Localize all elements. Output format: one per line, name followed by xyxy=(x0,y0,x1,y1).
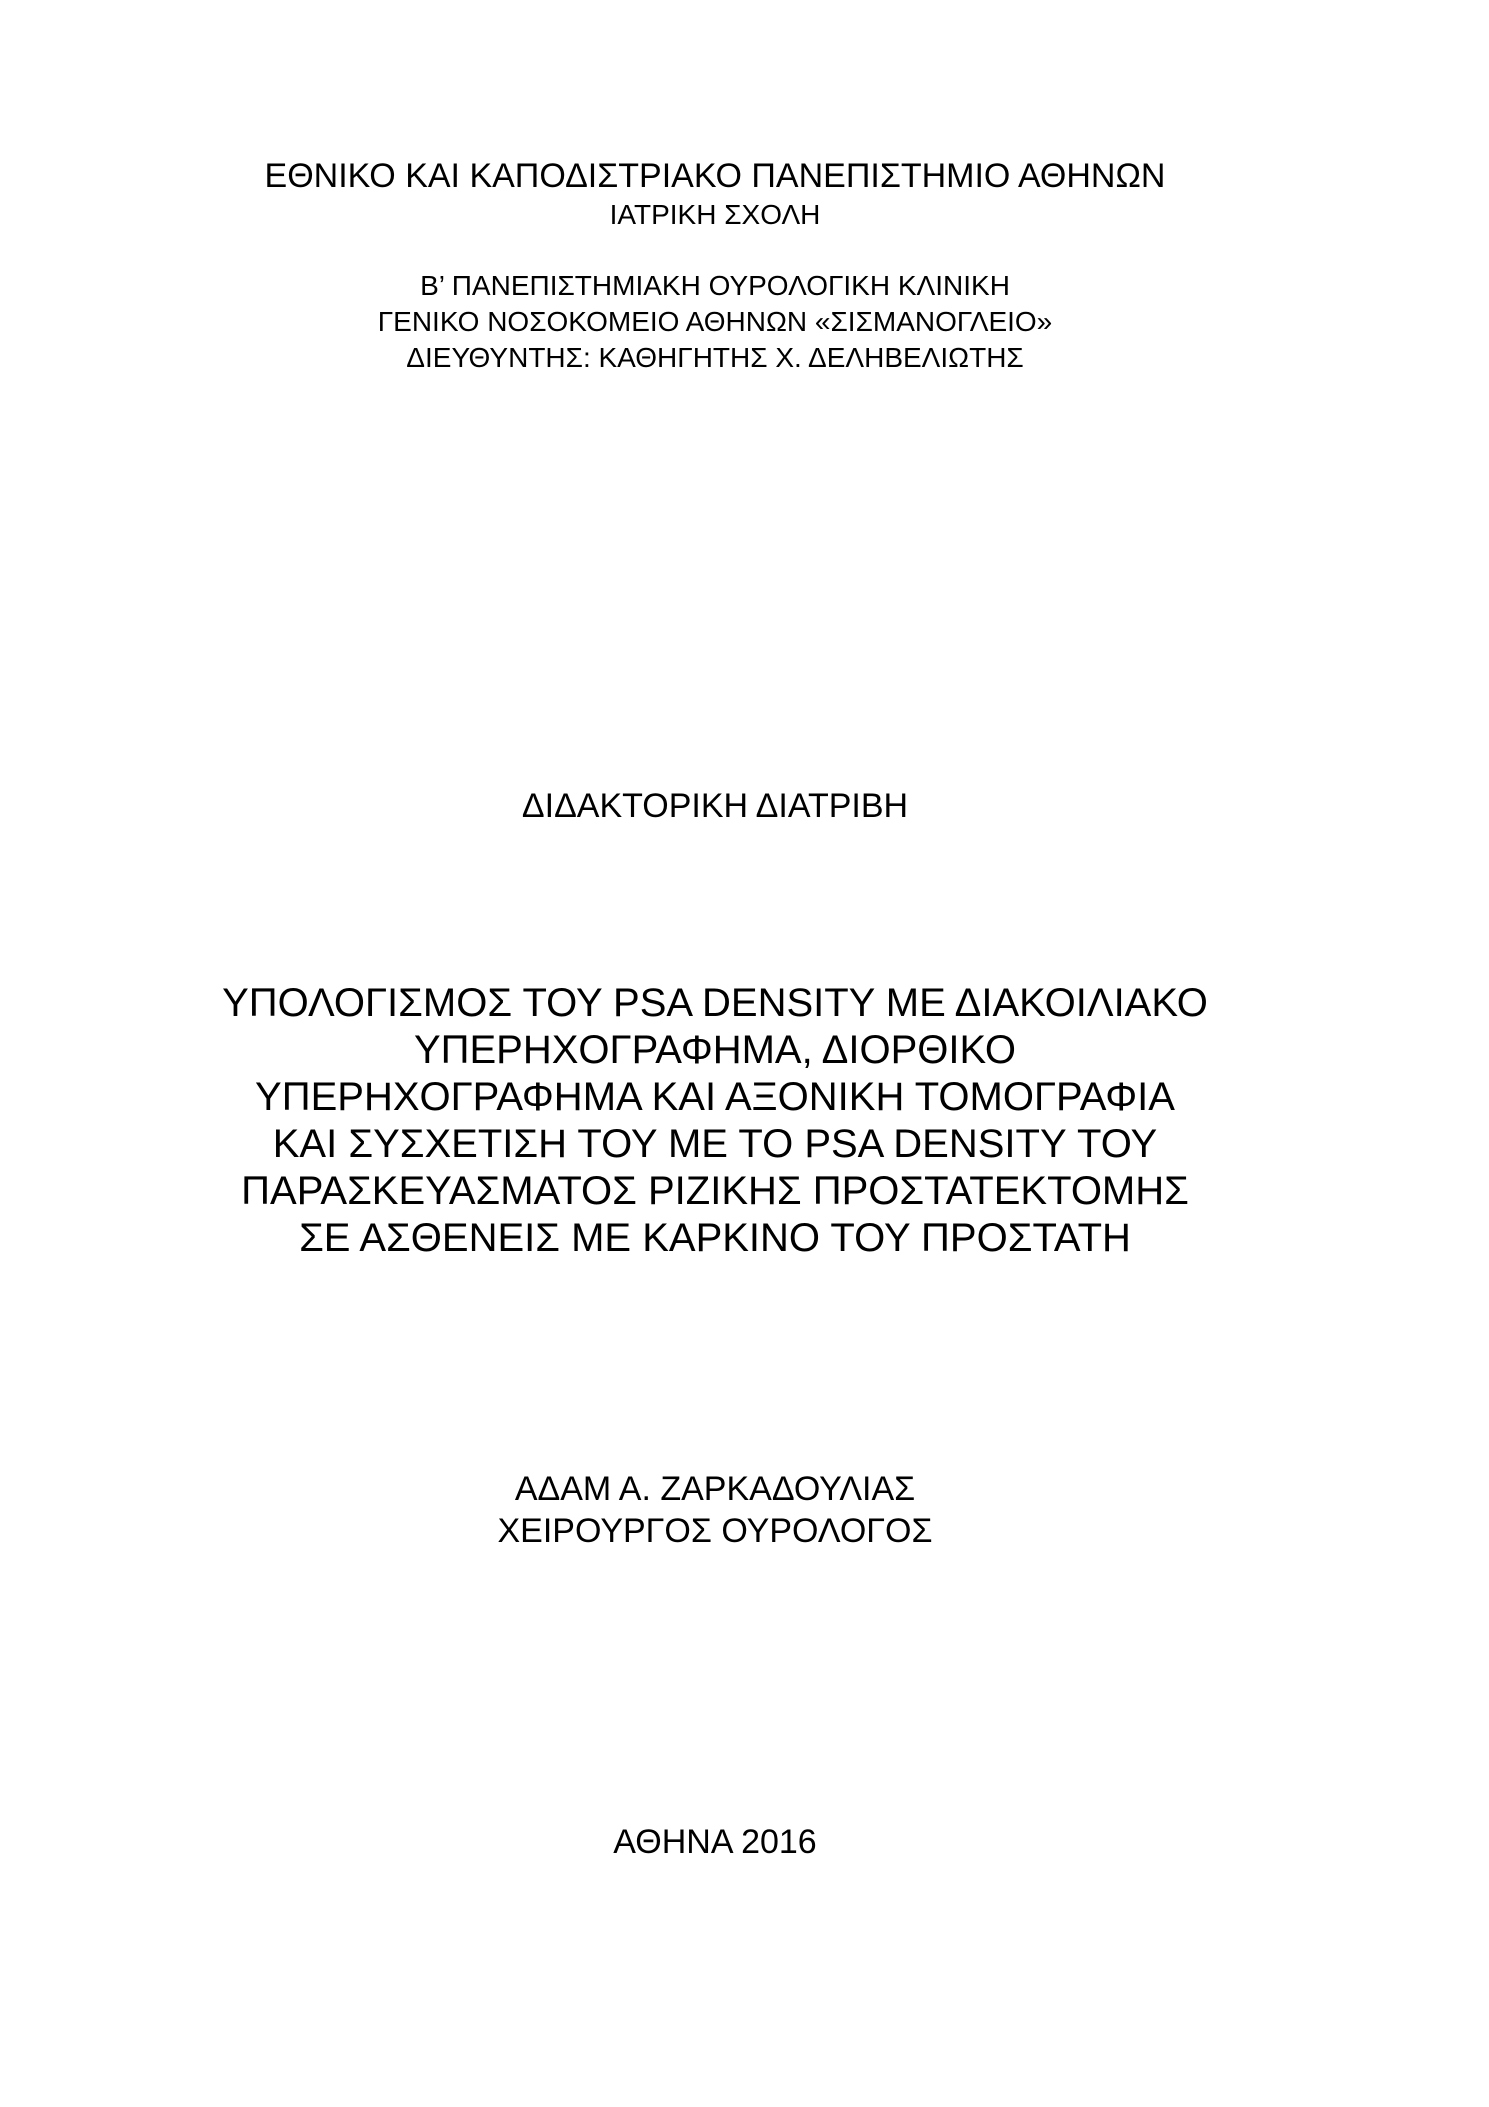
document-type xyxy=(0,786,1430,826)
thesis-title xyxy=(0,980,1430,1262)
department-name: Β’ ΠΑΝΕΠΙΣΤΗΜΙΑΚΗ ΟΥΡΟΛΟΓΙΚΗ ΚΛΙΝΙΚΗ xyxy=(420,270,1010,301)
title-line: ΠΑΡΑΣΚΕΥΑΣΜΑΤΟΣ ΡΙΖΙΚΗΣ ΠΡΟΣΤΑΤΕΚΤΟΜΗΣ xyxy=(241,1169,1189,1213)
university-header xyxy=(0,156,1430,234)
document-type-label: ΔΙΔΑΚΤΟΡΙΚΗ ΔΙΑΤΡΙΒΗ xyxy=(521,787,909,825)
school-name: ΙΑΤΡΙΚΗ ΣΧΟΛΗ xyxy=(609,199,821,230)
clinic-info xyxy=(0,268,1430,376)
author-role: ΧΕΙΡΟΥΡΓΟΣ ΟΥΡΟΛΟΓΟΣ xyxy=(497,1512,933,1550)
director-line: ΔΙΕΥΘΥΝΤΗΣ: ΚΑΘΗΓΗΤΗΣ Χ. ΔΕΛΗΒΕΛΙΩΤΗΣ xyxy=(406,342,1024,373)
author-name: ΑΔΑΜ Α. ΖΑΡΚΑΔΟΥΛΙΑΣ xyxy=(514,1470,916,1508)
place-year-label: ΑΘΗΝΑ 2016 xyxy=(613,1823,817,1861)
university-name: ΕΘΝΙΚΟ ΚΑΙ ΚΑΠΟΔΙΣΤΡΙΑΚΟ ΠΑΝΕΠΙΣΤΗΜΙΟ ΑΘΗΝΩΝ xyxy=(264,157,1166,195)
title-line: ΚΑΙ ΣΥΣΧΕΤΙΣΗ ΤΟΥ ΜΕ ΤΟ PSA DENSITY ΤΟΥ xyxy=(272,1122,1158,1166)
hospital-name: ΓΕΝΙΚΟ ΝΟΣΟΚΟΜΕΙΟ ΑΘΗΝΩΝ «ΣΙΣΜΑΝΟΓΛΕΙΟ» xyxy=(377,306,1053,337)
title-line: ΥΠΕΡΗΧΟΓΡΑΦΗΜΑ, ΔΙΟΡΘΙΚΟ xyxy=(413,1028,1017,1072)
title-line: ΣΕ ΑΣΘΕΝΕΙΣ ΜΕ ΚΑΡΚΙΝΟ ΤΟΥ ΠΡΟΣΤΑΤΗ xyxy=(299,1216,1131,1260)
author-block xyxy=(0,1468,1430,1552)
place-and-year xyxy=(0,1822,1430,1862)
title-line: ΥΠΕΡΗΧΟΓΡΑΦΗΜΑ ΚΑΙ ΑΞΟΝΙΚΗ ΤΟΜΟΓΡΑΦΙΑ xyxy=(255,1075,1175,1119)
title-line: ΥΠΟΛΟΓΙΣΜΟΣ ΤΟΥ PSA DENSITY ΜΕ ΔΙΑΚΟΙΛΙΑΚΟ xyxy=(222,981,1208,1025)
